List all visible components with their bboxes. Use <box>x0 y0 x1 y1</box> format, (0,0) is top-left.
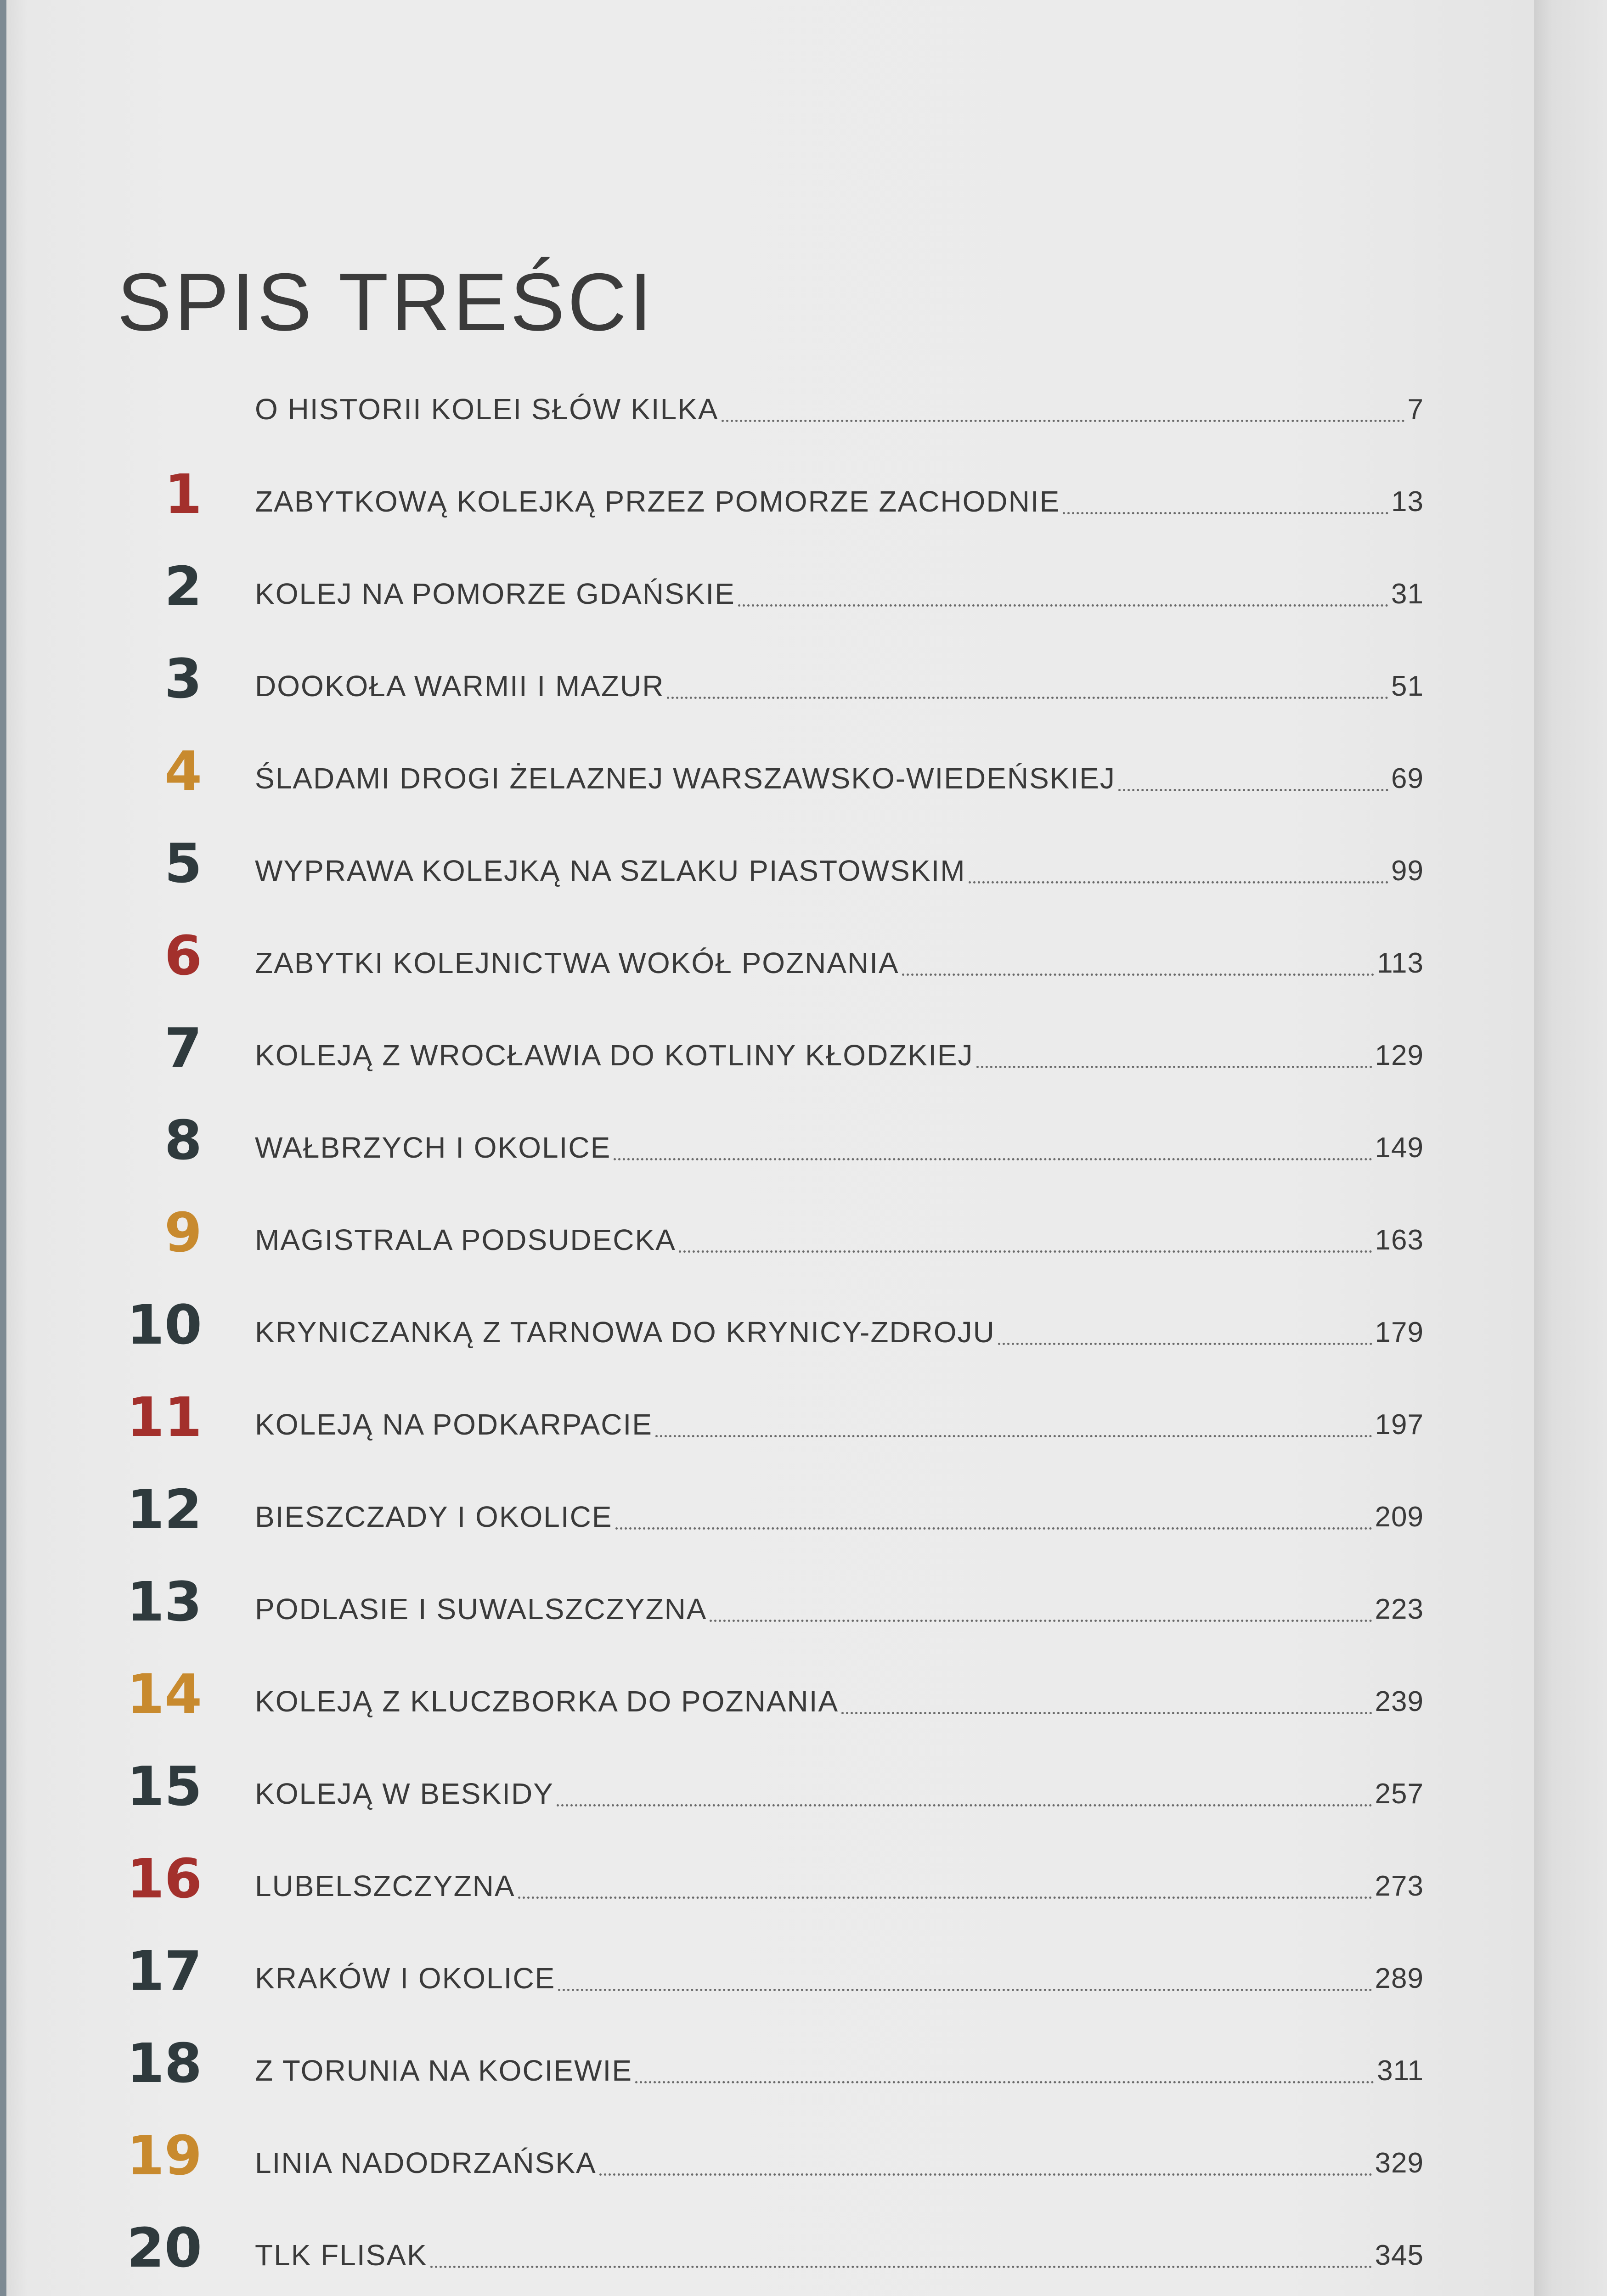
toc-entry[interactable] <box>0 2216 1607 2280</box>
chapter-title: KRYNICZANKĄ Z TARNOWA DO KRYNICY-ZDROJU <box>255 1316 995 1349</box>
chapter-number: 17 <box>126 1939 202 2003</box>
toc-entry[interactable] <box>0 647 1607 711</box>
toc-entry[interactable] <box>0 554 1607 619</box>
dot-leader <box>615 1527 1372 1530</box>
page-number: 223 <box>1375 1593 1424 1625</box>
toc-entry[interactable] <box>0 923 1607 988</box>
chapter-number <box>152 370 243 434</box>
toc-entry[interactable] <box>0 1200 1607 1265</box>
toc-entry[interactable] <box>0 1662 1607 1726</box>
chapter-number: 18 <box>126 2032 202 2095</box>
toc-entry[interactable] <box>0 1754 1607 1818</box>
toc-entry[interactable] <box>0 1016 1607 1080</box>
toc-entry-row <box>255 462 1424 526</box>
page-number: 311 <box>1377 2055 1424 2087</box>
dot-leader <box>679 1250 1372 1253</box>
chapter-title: ZABYTKI KOLEJNICTWA WOKÓŁ POZNANIA <box>255 946 899 979</box>
dot-leader <box>738 604 1388 607</box>
chapter-title: ŚLADAMI DROGI ŻELAZNEJ WARSZAWSKO-WIEDEŃSKIEJ <box>255 762 1116 795</box>
toc-entry-row <box>255 1846 1424 1911</box>
toc-entry-row <box>255 739 1424 803</box>
page-number: 163 <box>1375 1224 1424 1256</box>
toc-entry-row <box>255 1200 1424 1265</box>
page-number: 345 <box>1375 2240 1424 2271</box>
chapter-number: 7 <box>164 1016 202 1080</box>
dot-leader <box>998 1343 1372 1345</box>
chapter-title: BIESZCZADY I OKOLICE <box>255 1500 613 1533</box>
toc-entry-row <box>255 1477 1424 1542</box>
chapter-title: DOOKOŁA WARMII I MAZUR <box>255 670 665 703</box>
toc-entry-row <box>255 554 1424 619</box>
page-number: 129 <box>1375 1040 1424 1071</box>
toc-entry-row <box>255 2031 1424 2095</box>
toc-entry[interactable] <box>0 1477 1607 1542</box>
dot-leader <box>710 1620 1372 1622</box>
toc-entry[interactable] <box>0 831 1607 895</box>
chapter-title: KOLEJĄ Z WROCŁAWIA DO KOTLINY KŁODZKIEJ <box>255 1039 974 1072</box>
chapter-number: 6 <box>164 924 202 987</box>
chapter-title: KOLEJĄ W BESKIDY <box>255 1777 554 1810</box>
chapter-number: 11 <box>126 1385 202 1449</box>
toc-entry-row <box>255 2123 1424 2188</box>
dot-leader <box>667 697 1388 699</box>
page-number: 257 <box>1375 1778 1424 1810</box>
toc-entry[interactable] <box>0 1846 1607 1911</box>
dot-leader <box>518 1896 1372 1899</box>
toc-entry-row <box>255 1754 1424 1818</box>
page-number: 51 <box>1391 670 1424 702</box>
toc-entry-row <box>255 1662 1424 1726</box>
page-number: 99 <box>1391 855 1424 887</box>
page-number: 13 <box>1391 486 1424 518</box>
page-number: 179 <box>1375 1317 1424 1348</box>
page-title: SPIS TREŚCI <box>117 256 655 348</box>
chapter-number: 15 <box>126 1755 202 1818</box>
toc-entry-row <box>255 923 1424 988</box>
page-number: 69 <box>1391 763 1424 794</box>
toc-entry[interactable] <box>0 370 1607 434</box>
toc-entry[interactable] <box>0 1939 1607 2003</box>
chapter-title: MAGISTRALA PODSUDECKA <box>255 1223 676 1256</box>
page-number: 7 <box>1407 394 1424 425</box>
dot-leader <box>614 1158 1372 1160</box>
chapter-title: KOLEJĄ Z KLUCZBORKA DO POZNANIA <box>255 1685 839 1718</box>
dot-leader <box>635 2081 1374 2083</box>
toc-entry[interactable] <box>0 2031 1607 2095</box>
page-number: 209 <box>1375 1501 1424 1533</box>
dot-leader <box>1063 512 1388 514</box>
chapter-title: LUBELSZCZYZNA <box>255 1869 515 1902</box>
chapter-title: WAŁBRZYCH I OKOLICE <box>255 1131 611 1164</box>
toc-entry-row <box>255 1016 1424 1080</box>
chapter-title: PODLASIE I SUWALSZCZYZNA <box>255 1593 707 1626</box>
page-number: 197 <box>1375 1409 1424 1441</box>
dot-leader <box>557 1804 1372 1806</box>
chapter-title: KRAKÓW I OKOLICE <box>255 1962 556 1995</box>
dot-leader <box>722 420 1405 422</box>
toc-entry[interactable] <box>0 462 1607 526</box>
page-number: 239 <box>1375 1686 1424 1717</box>
toc-entry-row <box>255 1385 1424 1449</box>
chapter-number: 12 <box>126 1478 202 1541</box>
dot-leader <box>976 1066 1372 1068</box>
dot-leader <box>558 1989 1372 1991</box>
chapter-number: 10 <box>126 1293 202 1356</box>
chapter-title: TLK FLISAK <box>255 2239 428 2272</box>
dot-leader <box>1118 789 1388 791</box>
chapter-number: 1 <box>164 462 202 526</box>
toc-entry-row <box>255 2216 1424 2280</box>
chapter-title: O HISTORII KOLEI SŁÓW KILKA <box>255 393 719 426</box>
page-number: 31 <box>1391 578 1424 610</box>
dot-leader <box>430 2266 1372 2268</box>
toc-entry[interactable] <box>0 2123 1607 2188</box>
toc-entry-row <box>255 1570 1424 1634</box>
page-number: 149 <box>1375 1132 1424 1164</box>
chapter-title: LINIA NADODRZAŃSKA <box>255 2146 597 2179</box>
toc-entry-row <box>255 831 1424 895</box>
chapter-title: Z TORUNIA NA KOCIEWIE <box>255 2054 632 2087</box>
page-number: 289 <box>1375 1963 1424 1994</box>
toc-entry-row <box>255 1293 1424 1357</box>
chapter-number: 8 <box>164 1109 202 1172</box>
chapter-number: 2 <box>164 555 202 618</box>
dot-leader <box>599 2173 1372 2176</box>
dot-leader <box>902 974 1374 976</box>
chapter-number: 13 <box>126 1570 202 1633</box>
toc-entry-row <box>255 1108 1424 1172</box>
chapter-number: 9 <box>164 1201 202 1264</box>
chapter-number: 20 <box>126 2216 202 2279</box>
toc-entry[interactable] <box>0 1385 1607 1449</box>
toc-entry[interactable] <box>0 1108 1607 1172</box>
dot-leader <box>655 1435 1372 1437</box>
dot-leader <box>841 1712 1372 1714</box>
toc-entry-row <box>255 370 1424 434</box>
chapter-number: 5 <box>164 832 202 895</box>
chapter-number: 19 <box>126 2124 202 2187</box>
page-number: 329 <box>1375 2147 1424 2179</box>
chapter-number: 4 <box>164 739 202 803</box>
chapter-title: WYPRAWA KOLEJKĄ NA SZLAKU PIASTOWSKIM <box>255 854 966 887</box>
chapter-title: KOLEJ NA POMORZE GDAŃSKIE <box>255 577 735 610</box>
chapter-title: KOLEJĄ NA PODKARPACIE <box>255 1408 653 1441</box>
chapter-number: 16 <box>126 1847 202 1910</box>
toc-entry-row <box>255 1939 1424 2003</box>
chapter-number: 14 <box>126 1662 202 1726</box>
chapter-number: 3 <box>164 647 202 710</box>
page-number: 113 <box>1377 947 1424 979</box>
toc-entry[interactable] <box>0 1570 1607 1634</box>
dot-leader <box>969 881 1389 884</box>
page-number: 273 <box>1375 1870 1424 1902</box>
toc-entry[interactable] <box>0 1293 1607 1357</box>
chapter-title: ZABYTKOWĄ KOLEJKĄ PRZEZ POMORZE ZACHODNIE <box>255 485 1060 518</box>
toc-entry[interactable] <box>0 739 1607 803</box>
toc-entry-row <box>255 647 1424 711</box>
